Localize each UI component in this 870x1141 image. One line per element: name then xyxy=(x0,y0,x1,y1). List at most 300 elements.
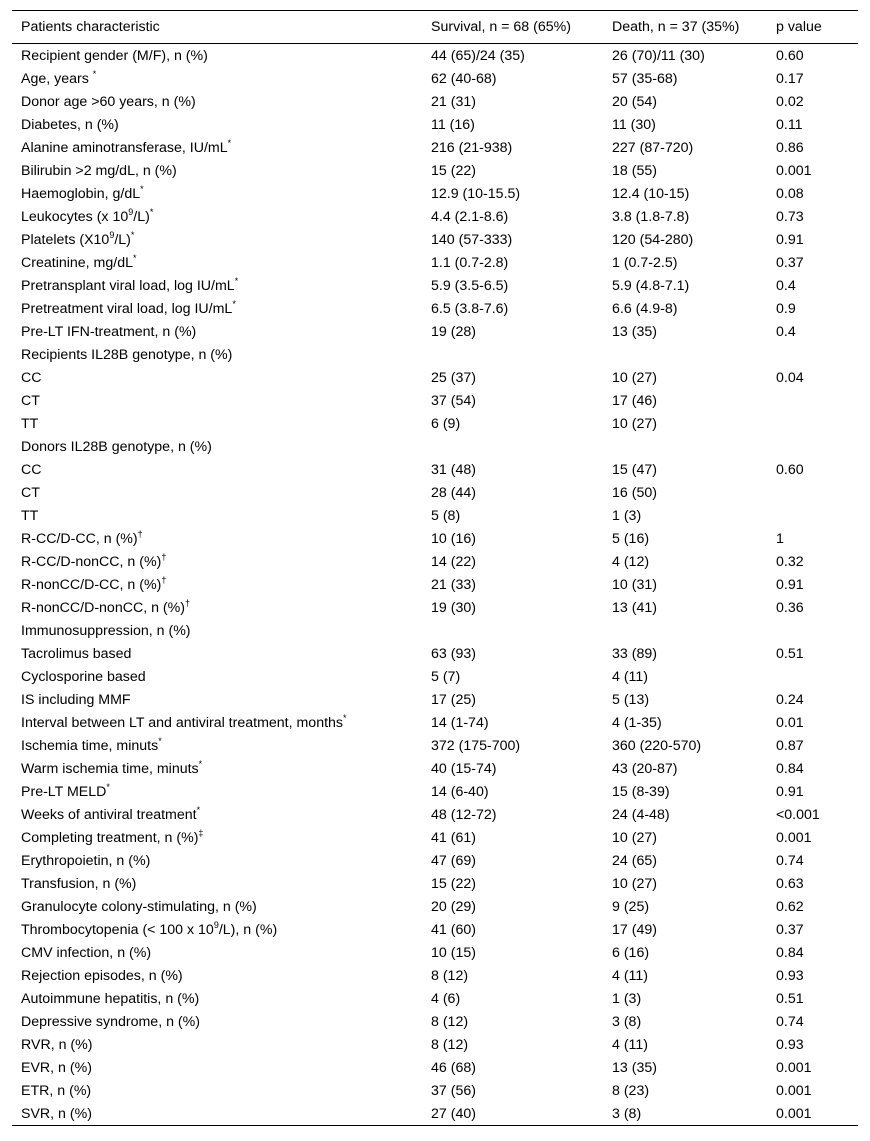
footnote-marker: † xyxy=(137,528,143,539)
death-value xyxy=(603,435,767,458)
row-label xyxy=(12,803,422,826)
row-label-text: Age, years xyxy=(21,70,93,87)
death-value: 57 (35-68) xyxy=(612,70,678,87)
survival-value: 47 (69) xyxy=(431,852,476,869)
row-label xyxy=(12,320,422,343)
death-value: 10 (27) xyxy=(612,875,657,892)
row-label-text: Warm ischemia time, minuts xyxy=(21,760,199,777)
survival-value: 8 (12) xyxy=(431,967,469,984)
p-value: 0.74 xyxy=(776,852,804,869)
survival-value: 21 (31) xyxy=(431,93,476,110)
footnote-marker: ‡ xyxy=(198,827,204,838)
death-value: 13 (35) xyxy=(612,323,657,340)
table-row xyxy=(12,1056,858,1079)
row-label-end: /L) xyxy=(133,208,150,225)
table-row xyxy=(12,228,858,251)
death-value xyxy=(603,343,767,366)
footnote-marker: * xyxy=(130,229,135,240)
table-row xyxy=(12,826,858,849)
table-row xyxy=(12,90,858,113)
survival-value: 1.1 (0.7-2.8) xyxy=(431,254,509,271)
p-value: 0.001 xyxy=(776,162,812,179)
p-value: 0.91 xyxy=(776,576,804,593)
row-label-text: CT xyxy=(21,392,40,409)
survival-value: 11 (16) xyxy=(431,116,475,133)
row-label-end: /L) xyxy=(114,231,131,248)
p-value: 0.91 xyxy=(776,783,804,800)
row-label xyxy=(12,1056,422,1079)
footnote-marker: * xyxy=(158,735,162,746)
death-value: 3 (8) xyxy=(612,1105,642,1122)
table-row xyxy=(12,619,858,642)
footnote-marker: * xyxy=(140,183,144,194)
table-container xyxy=(12,10,858,1126)
survival-value: 37 (56) xyxy=(431,1082,476,1099)
table-row xyxy=(12,596,858,619)
row-label-text: RVR, n (%) xyxy=(21,1036,93,1053)
row-label-text: Autoimmune hepatitis, n (%) xyxy=(21,990,200,1007)
death-value: 6 (16) xyxy=(612,944,650,961)
row-label xyxy=(12,573,422,596)
survival-value: 44 (65)/24 (35) xyxy=(431,47,525,64)
p-value: 0.4 xyxy=(776,277,796,294)
survival-value: 14 (22) xyxy=(431,553,476,570)
death-value: 5 (13) xyxy=(612,691,650,708)
row-label xyxy=(12,1010,422,1033)
table-row xyxy=(12,205,858,228)
row-label-text: SVR, n (%) xyxy=(21,1105,92,1122)
survival-value xyxy=(422,343,603,366)
death-value: 227 (87-720) xyxy=(612,139,694,156)
survival-value: 4.4 (2.1-8.6) xyxy=(431,208,509,225)
table-row xyxy=(12,964,858,987)
row-label-text: EVR, n (%) xyxy=(21,1059,92,1076)
p-value: 0.86 xyxy=(776,139,804,156)
p-value: 0.001 xyxy=(776,829,812,846)
table-row xyxy=(12,665,858,688)
p-value: 0.11 xyxy=(776,116,803,133)
row-label xyxy=(12,159,422,182)
row-label-text: Donor age >60 years, n (%) xyxy=(21,93,196,110)
row-label-text: Creatinine, mg/dL xyxy=(21,254,133,271)
row-label-text: CMV infection, n (%) xyxy=(21,944,152,961)
row-label-text: IS including MMF xyxy=(21,691,131,708)
table-row xyxy=(12,1010,858,1033)
row-label xyxy=(12,849,422,872)
survival-value: 5 (8) xyxy=(431,507,461,524)
death-value: 26 (70)/11 (30) xyxy=(612,47,705,64)
survival-value: 14 (6-40) xyxy=(431,783,489,800)
table-row xyxy=(12,872,858,895)
row-label xyxy=(12,504,422,527)
death-value: 43 (20-87) xyxy=(612,760,678,777)
row-label-text: Immunosuppression, n (%) xyxy=(21,622,191,639)
death-value: 12.4 (10-15) xyxy=(612,185,690,202)
row-label xyxy=(12,964,422,987)
table-row xyxy=(12,297,858,320)
death-value: 5 (16) xyxy=(612,530,650,547)
death-value: 17 (46) xyxy=(612,392,657,409)
p-value: 0.001 xyxy=(776,1105,812,1122)
row-label xyxy=(12,895,422,918)
header-p-value: p value xyxy=(776,19,822,35)
p-value: 1 xyxy=(776,530,784,547)
p-value: 0.51 xyxy=(776,990,804,1007)
row-label-text: Haemoglobin, g/dL xyxy=(21,185,141,202)
row-label-text: CC xyxy=(21,369,42,386)
row-label xyxy=(12,44,422,68)
patients-characteristics-table xyxy=(12,10,858,1126)
row-label xyxy=(12,1102,422,1126)
death-value: 3 (8) xyxy=(612,1013,642,1030)
table-row xyxy=(12,182,858,205)
row-label-text: Cyclosporine based xyxy=(21,668,146,685)
footnote-marker: * xyxy=(92,68,97,79)
death-value: 120 (54-280) xyxy=(612,231,694,248)
p-value: 0.63 xyxy=(776,875,804,892)
row-label xyxy=(12,481,422,504)
survival-value: 62 (40-68) xyxy=(431,70,497,87)
table-row xyxy=(12,780,858,803)
table-row xyxy=(12,941,858,964)
row-label-text: Rejection episodes, n (%) xyxy=(21,967,183,984)
p-value: 0.24 xyxy=(776,691,804,708)
survival-value: 6.5 (3.8-7.6) xyxy=(431,300,509,317)
p-value xyxy=(767,665,858,688)
table-row xyxy=(12,527,858,550)
death-value: 4 (11) xyxy=(612,668,649,685)
p-value xyxy=(767,343,858,366)
table-row xyxy=(12,412,858,435)
death-value: 16 (50) xyxy=(612,484,657,501)
table-row xyxy=(12,642,858,665)
row-label-text: Weeks of antiviral treatment xyxy=(21,806,197,823)
survival-value: 14 (1-74) xyxy=(431,714,489,731)
p-value: <0.001 xyxy=(776,806,820,823)
row-label-text: Alanine aminotransferase, IU/mL xyxy=(21,139,228,156)
p-value: 0.74 xyxy=(776,1013,804,1030)
row-label-text: Erythropoietin, n (%) xyxy=(21,852,151,869)
survival-value: 17 (25) xyxy=(431,691,476,708)
death-value: 11 (30) xyxy=(612,116,656,133)
p-value: 0.4 xyxy=(776,323,796,340)
p-value: 0.08 xyxy=(776,185,804,202)
survival-value: 41 (60) xyxy=(431,921,476,938)
row-label xyxy=(12,665,422,688)
p-value: 0.84 xyxy=(776,760,804,777)
survival-value: 25 (37) xyxy=(431,369,476,386)
survival-value: 6 (9) xyxy=(431,415,461,432)
p-value: 0.04 xyxy=(776,369,804,386)
death-value: 4 (11) xyxy=(612,967,649,984)
survival-value: 10 (16) xyxy=(431,530,476,547)
row-label-text: Depressive syndrome, n (%) xyxy=(21,1013,200,1030)
row-label xyxy=(12,527,422,550)
row-label-text: Thrombocytopenia (< 100 x 10 xyxy=(21,921,214,938)
footnote-marker: † xyxy=(161,551,167,562)
death-value: 13 (35) xyxy=(612,1059,657,1076)
row-label xyxy=(12,366,422,389)
death-value: 9 (25) xyxy=(612,898,650,915)
death-value: 15 (47) xyxy=(612,461,657,478)
survival-value: 63 (93) xyxy=(431,645,476,662)
survival-value xyxy=(422,619,603,642)
p-value: 0.17 xyxy=(776,70,804,87)
survival-value: 10 (15) xyxy=(431,944,476,961)
row-label-text: Bilirubin >2 mg/dL, n (%) xyxy=(21,162,177,179)
table-row xyxy=(12,918,858,941)
row-label xyxy=(12,67,422,90)
row-label-text: Leukocytes (x 10 xyxy=(21,208,129,225)
survival-value: 31 (48) xyxy=(431,461,476,478)
footnote-marker: † xyxy=(161,574,167,585)
death-value: 1 (3) xyxy=(612,507,642,524)
header-characteristic: Patients characteristic xyxy=(21,19,160,35)
footnote-marker: * xyxy=(343,712,347,723)
row-label-text: Granulocyte colony-stimulating, n (%) xyxy=(21,898,257,915)
row-label xyxy=(12,642,422,665)
survival-value: 140 (57-333) xyxy=(431,231,513,248)
p-value: 0.001 xyxy=(776,1082,812,1099)
row-label xyxy=(12,780,422,803)
row-label xyxy=(12,435,422,458)
p-value xyxy=(767,435,858,458)
survival-value xyxy=(422,435,603,458)
table-row xyxy=(12,136,858,159)
row-label-text: TT xyxy=(21,415,39,432)
row-label xyxy=(12,182,422,205)
table-row xyxy=(12,688,858,711)
p-value: 0.02 xyxy=(776,93,804,110)
row-label xyxy=(12,711,422,734)
death-value: 18 (55) xyxy=(612,162,657,179)
row-label-text: Pre-LT IFN-treatment, n (%) xyxy=(21,323,197,340)
p-value: 0.37 xyxy=(776,921,804,938)
table-row xyxy=(12,734,858,757)
row-label xyxy=(12,757,422,780)
survival-value: 8 (12) xyxy=(431,1036,469,1053)
row-label-text: Completing treatment, n (%) xyxy=(21,829,199,846)
death-value: 3.8 (1.8-7.8) xyxy=(612,208,690,225)
footnote-marker: * xyxy=(198,758,203,769)
header-survival: Survival, n = 68 (65%) xyxy=(431,19,571,35)
table-body xyxy=(12,44,858,1126)
table-row xyxy=(12,366,858,389)
survival-value: 20 (29) xyxy=(431,898,476,915)
table-row xyxy=(12,159,858,182)
row-label-text: R-CC/D-CC, n (%) xyxy=(21,530,138,547)
row-label-text: CC xyxy=(21,461,42,478)
footnote-marker: * xyxy=(196,804,201,815)
table-row xyxy=(12,44,858,68)
table-row xyxy=(12,849,858,872)
row-label xyxy=(12,274,422,297)
row-label xyxy=(12,619,422,642)
table-row xyxy=(12,550,858,573)
death-value: 10 (27) xyxy=(612,369,657,386)
row-label-text: R-CC/D-nonCC, n (%) xyxy=(21,553,162,570)
table-row xyxy=(12,504,858,527)
row-label-text: TT xyxy=(21,507,39,524)
p-value: 0.84 xyxy=(776,944,804,961)
table-row xyxy=(12,1079,858,1102)
table-row xyxy=(12,481,858,504)
row-label-end: /L), n (%) xyxy=(218,921,278,938)
death-value: 10 (27) xyxy=(612,415,657,432)
footnote-marker: * xyxy=(106,781,110,792)
survival-value: 8 (12) xyxy=(431,1013,469,1030)
row-label xyxy=(12,389,422,412)
survival-value: 19 (28) xyxy=(431,323,476,340)
row-label-text: Pre-LT MELD xyxy=(21,783,107,800)
row-label xyxy=(12,550,422,573)
death-value: 13 (41) xyxy=(612,599,657,616)
death-value: 15 (8-39) xyxy=(612,783,670,800)
survival-value: 216 (21-938) xyxy=(431,139,513,156)
row-label-text: R-nonCC/D-nonCC, n (%) xyxy=(21,599,185,616)
survival-value: 41 (61) xyxy=(431,829,476,846)
p-value: 0.51 xyxy=(776,645,804,662)
death-value: 6.6 (4.9-8) xyxy=(612,300,678,317)
table-row xyxy=(12,987,858,1010)
table-row xyxy=(12,757,858,780)
row-label xyxy=(12,205,422,228)
row-label-text: CT xyxy=(21,484,40,501)
row-label xyxy=(12,1033,422,1056)
row-label xyxy=(12,297,422,320)
p-value: 0.93 xyxy=(776,1036,804,1053)
survival-value: 27 (40) xyxy=(431,1105,476,1122)
table-row xyxy=(12,711,858,734)
row-label-text: Tacrolimus based xyxy=(21,645,132,662)
table-row xyxy=(12,343,858,366)
survival-value: 48 (12-72) xyxy=(431,806,497,823)
survival-value: 5.9 (3.5-6.5) xyxy=(431,277,509,294)
death-value: 17 (49) xyxy=(612,921,657,938)
header-row xyxy=(12,11,858,44)
p-value: 0.73 xyxy=(776,208,804,225)
death-value: 24 (65) xyxy=(612,852,657,869)
row-label xyxy=(12,228,422,251)
row-label xyxy=(12,688,422,711)
p-value: 0.93 xyxy=(776,967,804,984)
death-value: 1 (0.7-2.5) xyxy=(612,254,678,271)
row-label xyxy=(12,458,422,481)
row-label xyxy=(12,987,422,1010)
row-label-text: Pretransplant viral load, log IU/mL xyxy=(21,277,235,294)
death-value: 33 (89) xyxy=(612,645,657,662)
p-value: 0.36 xyxy=(776,599,804,616)
survival-value: 46 (68) xyxy=(431,1059,476,1076)
death-value: 5.9 (4.8-7.1) xyxy=(612,277,690,294)
p-value: 0.9 xyxy=(776,300,796,317)
death-value: 4 (1-35) xyxy=(612,714,662,731)
row-label xyxy=(12,1079,422,1102)
row-label xyxy=(12,136,422,159)
row-label xyxy=(12,734,422,757)
row-label-text: Platelets (X10 xyxy=(21,231,110,248)
table-row xyxy=(12,573,858,596)
table-row xyxy=(12,274,858,297)
death-value: 360 (220-570) xyxy=(612,737,702,754)
table-header xyxy=(12,11,858,44)
row-label-text: R-nonCC/D-CC, n (%) xyxy=(21,576,162,593)
footnote-marker: * xyxy=(149,206,154,217)
death-value xyxy=(603,619,767,642)
row-label-text: Ischemia time, minuts xyxy=(21,737,159,754)
p-value: 0.91 xyxy=(776,231,804,248)
table-row xyxy=(12,389,858,412)
p-value: 0.87 xyxy=(776,737,804,754)
footnote-marker: * xyxy=(227,137,232,148)
death-value: 24 (4-48) xyxy=(612,806,670,823)
survival-value: 15 (22) xyxy=(431,162,476,179)
death-value: 4 (12) xyxy=(612,553,650,570)
row-label xyxy=(12,343,422,366)
survival-value: 40 (15-74) xyxy=(431,760,497,777)
table-row xyxy=(12,895,858,918)
row-label xyxy=(12,251,422,274)
survival-value: 37 (54) xyxy=(431,392,476,409)
row-label-text: Recipients IL28B genotype, n (%) xyxy=(21,346,233,363)
row-label xyxy=(12,596,422,619)
footnote-marker: * xyxy=(232,298,236,309)
row-label xyxy=(12,90,422,113)
table-row xyxy=(12,1102,858,1126)
p-value: 0.37 xyxy=(776,254,804,271)
p-value: 0.01 xyxy=(776,714,804,731)
row-label xyxy=(12,941,422,964)
footnote-marker: † xyxy=(185,597,191,608)
exponent: 9 xyxy=(109,229,115,240)
table-row xyxy=(12,435,858,458)
death-value: 10 (31) xyxy=(612,576,657,593)
survival-value: 5 (7) xyxy=(431,668,461,685)
row-label xyxy=(12,872,422,895)
p-value: 0.001 xyxy=(776,1059,812,1076)
row-label xyxy=(12,918,422,941)
p-value xyxy=(767,412,858,435)
survival-value: 372 (175-700) xyxy=(431,737,521,754)
p-value xyxy=(767,389,858,412)
row-label xyxy=(12,113,422,136)
death-value: 4 (11) xyxy=(612,1036,649,1053)
row-label-text: Donors IL28B genotype, n (%) xyxy=(21,438,212,455)
survival-value: 21 (33) xyxy=(431,576,476,593)
table-row xyxy=(12,251,858,274)
p-value: 0.62 xyxy=(776,898,804,915)
footnote-marker: * xyxy=(234,275,239,286)
death-value: 8 (23) xyxy=(612,1082,650,1099)
table-row xyxy=(12,320,858,343)
footnote-marker: * xyxy=(132,252,137,263)
exponent: 9 xyxy=(128,206,134,217)
survival-value: 4 (6) xyxy=(431,990,461,1007)
death-value: 1 (3) xyxy=(612,990,642,1007)
survival-value: 19 (30) xyxy=(431,599,476,616)
death-value: 10 (27) xyxy=(612,829,657,846)
p-value: 0.32 xyxy=(776,553,804,570)
table-row xyxy=(12,1033,858,1056)
death-value: 20 (54) xyxy=(612,93,657,110)
row-label-text: ETR, n (%) xyxy=(21,1082,92,1099)
survival-value: 28 (44) xyxy=(431,484,476,501)
row-label-text: Recipient gender (M/F), n (%) xyxy=(21,47,208,64)
table-row xyxy=(12,803,858,826)
row-label-text: Interval between LT and antiviral treatment, months xyxy=(21,714,344,731)
survival-value: 12.9 (10-15.5) xyxy=(431,185,521,202)
exponent: 9 xyxy=(213,919,219,930)
